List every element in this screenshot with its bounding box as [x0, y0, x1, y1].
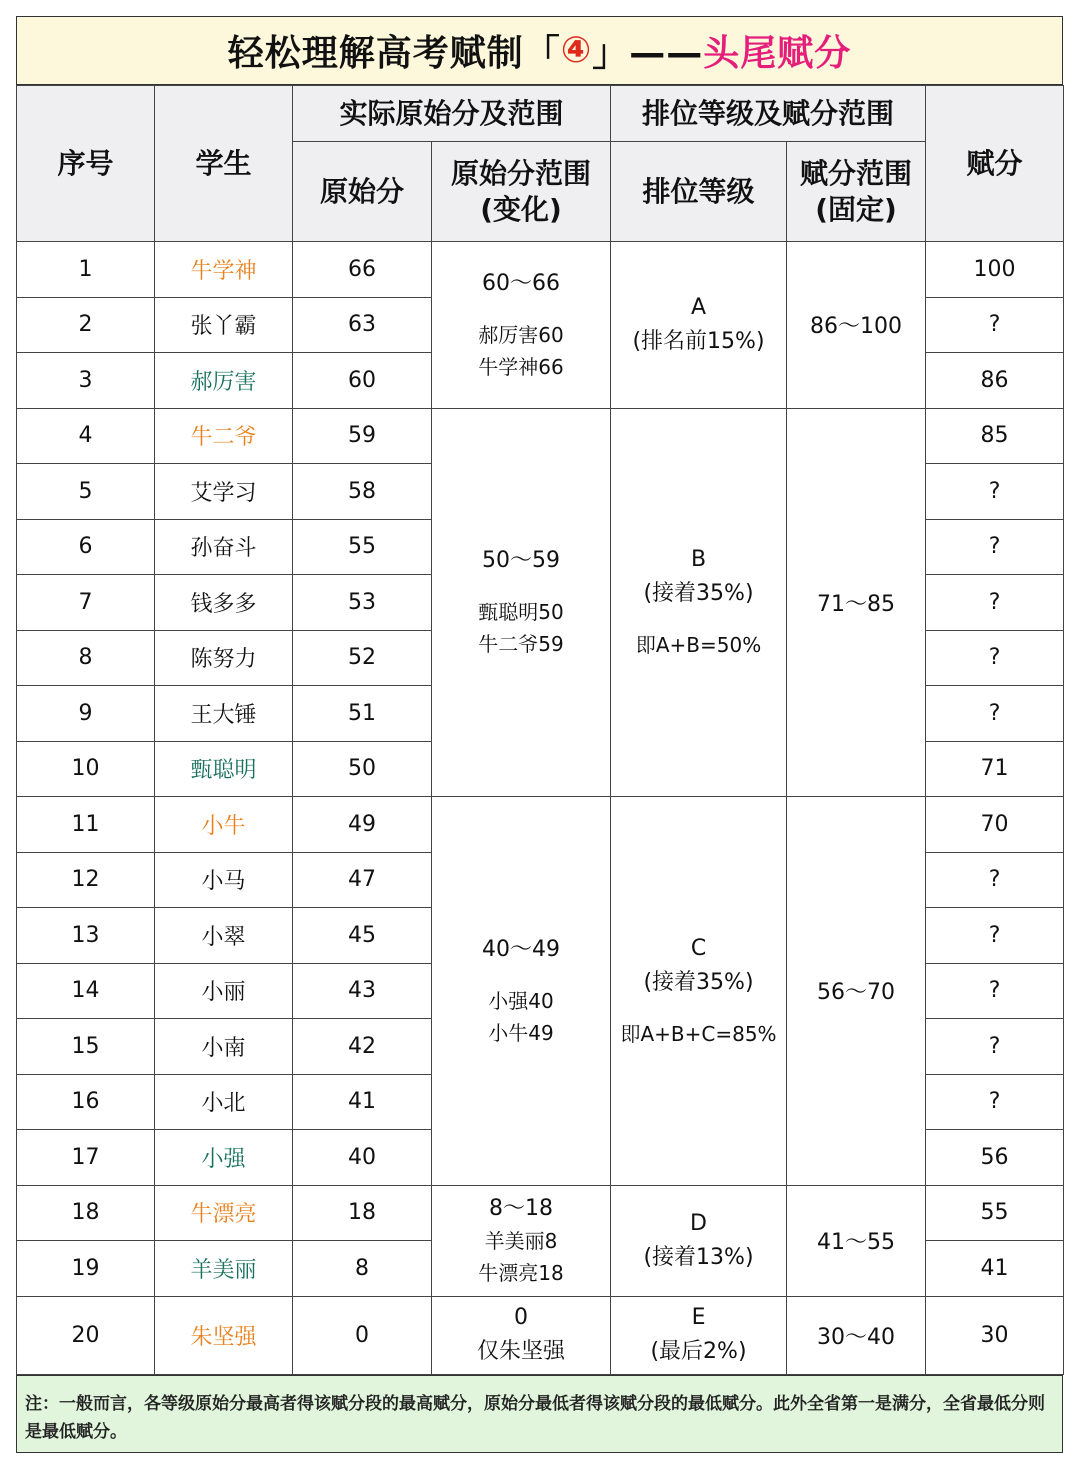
cell-raw: 51 [293, 686, 432, 742]
cell-index: 19 [17, 1241, 155, 1297]
cell-raw: 66 [293, 242, 432, 298]
header-student: 学生 [155, 86, 293, 242]
note-text: 注：一般而言，各等级原始分最高者得该赋分段的最高赋分，原始分最低者得该赋分段的最低赋分。此外全省第一是满分，全省最低分则是最低赋分。 [25, 1394, 1045, 1442]
cell-assigned: 30 [926, 1296, 1064, 1374]
cell-assigned-range-b: 71～85 [787, 408, 926, 797]
header-raw-range [432, 142, 611, 242]
range-c-low: 小强40 [488, 988, 554, 1013]
table-row [17, 1296, 1064, 1374]
page-title [16, 16, 1063, 85]
cell-student: 小南 [155, 1019, 293, 1075]
cell-assigned: ? [926, 575, 1064, 631]
cell-student: 郝厉害 [155, 353, 293, 409]
cell-grade-a [611, 242, 787, 409]
cell-raw: 45 [293, 908, 432, 964]
cell-index: 4 [17, 408, 155, 464]
cell-student: 甄聪明 [155, 741, 293, 797]
cell-student: 小马 [155, 852, 293, 908]
grade-table [16, 85, 1064, 1375]
cell-student: 牛学神 [155, 242, 293, 298]
cell-index: 16 [17, 1074, 155, 1130]
cell-range-a [432, 242, 611, 409]
cell-index: 1 [17, 242, 155, 298]
grade-b-cum: 即A+B=50% [635, 633, 762, 658]
grade-b-pct: (接着35%) [643, 581, 754, 607]
cell-raw: 63 [293, 297, 432, 353]
cell-assigned: ? [926, 1074, 1064, 1130]
table-row [17, 1185, 1064, 1241]
cell-raw: 50 [293, 741, 432, 797]
range-d-value: 8～18 [489, 1196, 553, 1221]
cell-index: 12 [17, 852, 155, 908]
table-row [17, 408, 1064, 464]
cell-index: 7 [17, 575, 155, 631]
cell-raw: 0 [293, 1296, 432, 1374]
cell-index: 13 [17, 908, 155, 964]
cell-index: 18 [17, 1185, 155, 1241]
cell-student: 羊美丽 [155, 1241, 293, 1297]
cell-assigned: ? [926, 963, 1064, 1019]
cell-grade-c [611, 797, 787, 1186]
range-e-value: 0 [514, 1305, 528, 1330]
header-assigned: 赋分 [926, 86, 1064, 242]
cell-index: 20 [17, 1296, 155, 1374]
cell-grade-d [611, 1185, 787, 1296]
range-c-high: 小牛49 [488, 1020, 554, 1045]
grade-b-letter: B [690, 547, 707, 573]
cell-index: 17 [17, 1130, 155, 1186]
cell-assigned: 86 [926, 353, 1064, 409]
cell-student: 牛二爷 [155, 408, 293, 464]
cell-index: 10 [17, 741, 155, 797]
cell-assigned: ? [926, 686, 1064, 742]
cell-index: 6 [17, 519, 155, 575]
grade-a-letter: A [690, 294, 707, 320]
header-assigned-range-line1: 赋分范围 [800, 156, 913, 190]
header-raw-range-line2: (变化) [480, 192, 562, 226]
cell-raw: 55 [293, 519, 432, 575]
cell-assigned: ? [926, 1019, 1064, 1075]
range-d-high: 牛漂亮18 [478, 1261, 564, 1285]
title-main: 轻松理解高考赋制「 [227, 33, 561, 74]
cell-index: 2 [17, 297, 155, 353]
cell-assigned: ? [926, 297, 1064, 353]
range-a-value: 60～66 [482, 270, 560, 296]
cell-student: 小强 [155, 1130, 293, 1186]
grade-d-letter: D [690, 1210, 707, 1236]
cell-student: 王大锤 [155, 686, 293, 742]
title-mid: 」—— [592, 33, 704, 74]
cell-range-d [432, 1185, 611, 1296]
header-raw-range-line1: 原始分范围 [451, 156, 592, 190]
table-body [17, 242, 1064, 1375]
grade-a-pct: (排名前15%) [632, 328, 765, 354]
grade-c-letter: C [690, 935, 707, 961]
cell-index: 14 [17, 963, 155, 1019]
cell-assigned: 56 [926, 1130, 1064, 1186]
cell-student: 艾学习 [155, 464, 293, 520]
cell-index: 9 [17, 686, 155, 742]
cell-assigned-range-d: 41～55 [787, 1185, 926, 1296]
range-c-value: 40～49 [482, 936, 560, 962]
cell-student: 小翠 [155, 908, 293, 964]
cell-raw: 43 [293, 963, 432, 1019]
cell-assigned: 55 [926, 1185, 1064, 1241]
cell-student: 小北 [155, 1074, 293, 1130]
cell-index: 3 [17, 353, 155, 409]
cell-range-e [432, 1296, 611, 1374]
cell-assigned-range-c: 56～70 [787, 797, 926, 1186]
grade-c-pct: (接着35%) [643, 969, 754, 995]
circled-number-icon: ④ [560, 30, 593, 71]
grade-e-pct: (最后2%) [650, 1339, 747, 1364]
cell-raw: 41 [293, 1074, 432, 1130]
title-highlight: 头尾赋分 [703, 33, 852, 74]
range-b-value: 50～59 [482, 548, 560, 574]
cell-raw: 60 [293, 353, 432, 409]
cell-student: 牛漂亮 [155, 1185, 293, 1241]
cell-raw: 59 [293, 408, 432, 464]
table-row [17, 242, 1064, 298]
cell-grade-e [611, 1296, 787, 1374]
cell-raw: 58 [293, 464, 432, 520]
cell-index: 15 [17, 1019, 155, 1075]
header-assigned-range [787, 142, 926, 242]
cell-student: 钱多多 [155, 575, 293, 631]
cell-range-c [432, 797, 611, 1186]
cell-raw: 42 [293, 1019, 432, 1075]
cell-index: 11 [17, 797, 155, 853]
grade-e-letter: E [691, 1305, 706, 1330]
header-index: 序号 [17, 86, 155, 242]
cell-assigned: ? [926, 630, 1064, 686]
cell-assigned: ? [926, 519, 1064, 575]
range-a-high: 牛学神66 [478, 354, 564, 379]
cell-grade-b [611, 408, 787, 797]
range-a-low: 郝厉害60 [478, 322, 564, 347]
header-raw-score: 原始分 [293, 142, 432, 242]
cell-assigned: ? [926, 852, 1064, 908]
cell-assigned: 71 [926, 741, 1064, 797]
table-row [17, 797, 1064, 853]
cell-assigned: 70 [926, 797, 1064, 853]
cell-raw: 40 [293, 1130, 432, 1186]
cell-assigned: 85 [926, 408, 1064, 464]
cell-raw: 49 [293, 797, 432, 853]
cell-student: 小牛 [155, 797, 293, 853]
note-box [16, 1375, 1063, 1453]
header-actual-group: 实际原始分及范围 [293, 86, 611, 142]
cell-raw: 18 [293, 1185, 432, 1241]
header-rank-level: 排位等级 [611, 142, 787, 242]
cell-assigned: 41 [926, 1241, 1064, 1297]
cell-index: 5 [17, 464, 155, 520]
range-b-low: 甄聪明50 [478, 600, 564, 625]
grade-d-pct: (接着13%) [643, 1244, 754, 1270]
cell-raw: 47 [293, 852, 432, 908]
range-b-high: 牛二爷59 [478, 632, 564, 657]
cell-index: 8 [17, 630, 155, 686]
cell-student: 朱坚强 [155, 1296, 293, 1374]
header-rank-group: 排位等级及赋分范围 [611, 86, 926, 142]
cell-assigned: ? [926, 464, 1064, 520]
cell-student: 小丽 [155, 963, 293, 1019]
grade-c-cum: 即A+B+C=85% [620, 1021, 777, 1046]
cell-raw: 8 [293, 1241, 432, 1297]
cell-assigned-range-a: 86～100 [787, 242, 926, 409]
range-d-low: 羊美丽8 [484, 1229, 558, 1253]
cell-assigned: ? [926, 908, 1064, 964]
cell-student: 陈努力 [155, 630, 293, 686]
header-assigned-range-line2: (固定) [815, 192, 897, 226]
cell-raw: 52 [293, 630, 432, 686]
cell-student: 张丫霸 [155, 297, 293, 353]
cell-raw: 53 [293, 575, 432, 631]
cell-assigned: 100 [926, 242, 1064, 298]
cell-student: 孙奋斗 [155, 519, 293, 575]
cell-range-b [432, 408, 611, 797]
range-e-only: 仅朱坚强 [477, 1339, 566, 1364]
cell-assigned-range-e: 30～40 [787, 1296, 926, 1374]
